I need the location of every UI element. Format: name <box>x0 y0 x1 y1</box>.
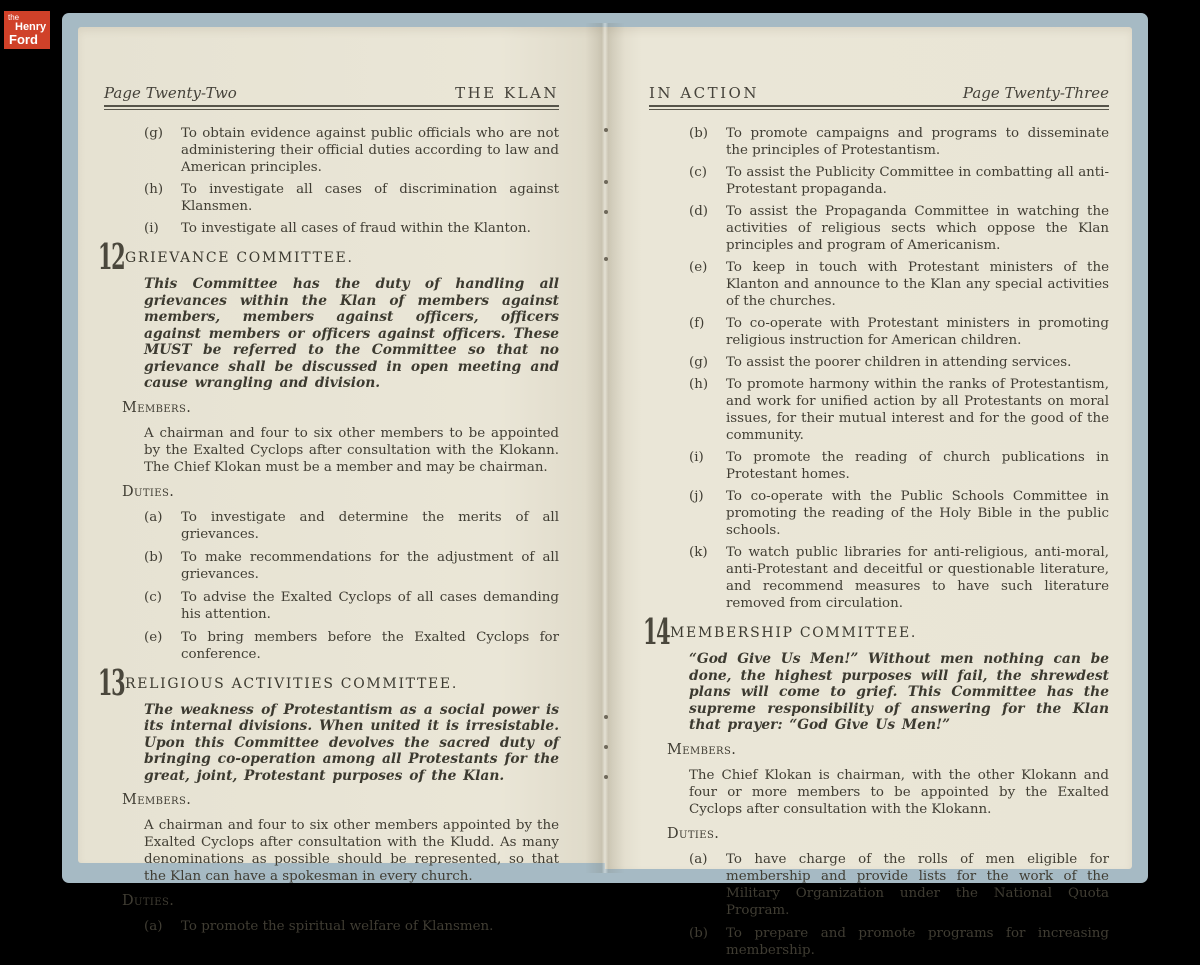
item-label: (f) <box>689 316 705 331</box>
page-left <box>78 27 605 934</box>
members-heading: Members. <box>122 399 192 416</box>
item-label: (b) <box>144 549 164 565</box>
logo-text-the: the <box>8 13 20 22</box>
section-number: 13 <box>98 661 125 703</box>
item-label: (c) <box>689 165 707 180</box>
item-text: To promote harmony within the ranks of Protestantism, and work for unified action by all Protestants on moral issues, for their mutual interest and for the good of the community. <box>726 377 1109 443</box>
item-label: (a) <box>689 851 708 867</box>
duty-item <box>144 549 559 583</box>
section-number: 12 <box>98 236 125 278</box>
section-title: MEMBERSHIP COMMITTEE. <box>670 625 918 641</box>
list-item <box>689 164 1109 198</box>
item-label: (e) <box>689 260 708 275</box>
intro-list-left <box>144 125 559 237</box>
item-label: (g) <box>689 355 709 370</box>
item-text: To investigate all cases of discrimination against Klansmen. <box>181 182 559 214</box>
running-head-left <box>104 85 559 102</box>
page-right-content <box>643 84 1109 965</box>
list-item <box>689 544 1109 612</box>
section-religious-activities-committee <box>98 661 559 936</box>
page-number-left: Page Twenty-Two <box>104 84 237 102</box>
members-text: A chairman and four to six other members to be appointed by the Exalted Cyclops after consultation with the Klokann. The Chief Klokan must be a member and may be chairman. <box>144 425 559 475</box>
item-text: To advise the Exalted Cyclops of all cases demanding his attention. <box>181 589 559 622</box>
section-lede: This Committee has the duty of handling all grievances within the Klan of members against members, members against officers, officers against members or officers against officers. These MUST be referred to the Committee so that no grievance shall be discussed in open meeting and cause wrangling and division. <box>144 276 559 391</box>
item-label: (b) <box>689 925 709 941</box>
list-item <box>689 488 1109 539</box>
duty-item <box>144 918 559 935</box>
duties-list <box>144 509 559 663</box>
section-number: 14 <box>643 611 670 653</box>
section-membership-committee <box>643 611 1109 959</box>
duty-item <box>144 509 559 543</box>
logo-text-ford: Ford <box>9 32 38 47</box>
duties-list <box>689 851 1109 959</box>
running-title-left: THE KLAN <box>455 84 559 102</box>
duties-heading: Duties. <box>122 483 175 500</box>
item-label: (d) <box>689 204 709 219</box>
item-label: (h) <box>144 182 164 197</box>
item-text: To investigate all cases of fraud within the Klanton. <box>181 221 531 236</box>
section-lede: “God Give Us Men!” Without men nothing can be done, the highest purposes will fail, the shrewdest plans will come to grief. This Committee has the supreme responsibility of answering for the Klan that prayer: “God Give Us Men!” <box>689 651 1109 733</box>
item-label: (j) <box>689 489 704 504</box>
duty-item <box>144 629 559 663</box>
item-label: (a) <box>144 919 163 934</box>
section-grievance-committee <box>98 236 559 663</box>
item-text: To co-operate with Protestant ministers in promoting religious instruction for American children. <box>726 316 1109 348</box>
section-heading <box>643 611 1109 653</box>
item-text: To assist the poorer children in attending services. <box>726 355 1072 370</box>
item-text: To keep in touch with Protestant ministers of the Klanton and announce to the Klan any special activities of the churches. <box>726 260 1109 309</box>
members-heading: Members. <box>122 792 192 808</box>
item-text: To promote the spiritual welfare of Klansmen. <box>181 919 494 934</box>
duty-item <box>689 851 1109 919</box>
duty-item <box>144 589 559 623</box>
list-item <box>144 220 559 237</box>
list-item <box>689 125 1109 159</box>
item-label: (e) <box>144 629 163 645</box>
item-text: To make recommendations for the adjustment of all grievances. <box>181 549 559 582</box>
list-item <box>689 376 1109 444</box>
item-label: (i) <box>144 221 159 236</box>
duties-list <box>144 918 559 935</box>
page-right <box>605 27 1132 958</box>
duty-item <box>689 925 1109 959</box>
section-title: RELIGIOUS ACTIVITIES COMMITTEE. <box>125 675 458 692</box>
page-number-right: Page Twenty-Three <box>962 84 1109 102</box>
item-text: To watch public libraries for anti-religious, anti-moral, anti-Protestant and deceitful or questionable literature, and recommend measures to have such literature removed from circulation. <box>726 545 1109 611</box>
list-item <box>144 181 559 215</box>
item-text: To investigate and determine the merits of all grievances. <box>181 509 559 542</box>
header-rule-right <box>649 105 1109 110</box>
booklet-spread <box>62 13 1148 958</box>
section-heading <box>98 661 559 703</box>
list-item <box>689 203 1109 254</box>
item-text: To co-operate with the Public Schools Committee in promoting the reading of the Holy Bible in the public schools. <box>726 489 1109 538</box>
running-title-right: IN ACTION <box>649 84 759 102</box>
item-label: (k) <box>689 545 708 560</box>
item-text: To assist the Propaganda Committee in watching the activities of religious sects which oppose the Klan principles and program of Americanism. <box>726 204 1109 253</box>
item-text: To obtain evidence against public officials who are not administering their official duties according to law and American principles. <box>181 126 559 175</box>
item-text: To promote the reading of church publications in Protestant homes. <box>726 450 1109 482</box>
running-head-right <box>649 85 1109 102</box>
logo-text-henry: Henry <box>15 21 47 33</box>
item-text: To promote campaigns and programs to disseminate the principles of Protestantism. <box>726 126 1109 158</box>
intro-list-right <box>689 125 1109 612</box>
item-label: (c) <box>144 589 162 605</box>
item-text: To have charge of the rolls of men eligible for membership and provide lists for the work of the Military Organization under the National Quota Program. <box>726 851 1109 918</box>
list-item <box>689 259 1109 310</box>
members-text: The Chief Klokan is chairman, with the other Klokann and four or more members to be appointed by the Exalted Cyclops after consultation with the Klokann. <box>689 767 1109 817</box>
item-text: To bring members before the Exalted Cyclops for conference. <box>181 629 559 662</box>
members-heading: Members. <box>667 741 737 758</box>
item-label: (h) <box>689 377 709 392</box>
item-label: (g) <box>144 126 164 141</box>
list-item <box>689 449 1109 483</box>
section-heading <box>98 236 559 278</box>
list-item <box>689 354 1109 371</box>
duties-heading: Duties. <box>122 893 175 909</box>
item-text: To prepare and promote programs for increasing membership. <box>726 925 1109 958</box>
header-rule-left <box>104 105 559 110</box>
item-label: (b) <box>689 126 709 141</box>
list-item <box>689 315 1109 349</box>
list-item <box>144 125 559 176</box>
duties-heading: Duties. <box>667 825 720 842</box>
section-title: GRIEVANCE COMMITTEE. <box>125 250 354 266</box>
henry-ford-logo <box>4 11 50 49</box>
item-label: (i) <box>689 450 704 465</box>
item-text: To assist the Publicity Committee in combatting all anti-Protestant propaganda. <box>726 165 1109 197</box>
item-label: (a) <box>144 509 163 525</box>
page-left-content <box>98 84 559 941</box>
section-lede: The weakness of Protestantism as a social power is its internal divisions. When united it is irresistable. Upon this Committee devolves the sacred duty of bringing co-operation among all Protestants for the great, joint, Protestant purposes of the Klan. <box>144 701 559 784</box>
members-text: A chairman and four to six other members appointed by the Exalted Cyclops after consultation with the Kludd. As many denominations as possible should be represented, so that the Klan can have a spokesman in every church. <box>144 818 559 884</box>
